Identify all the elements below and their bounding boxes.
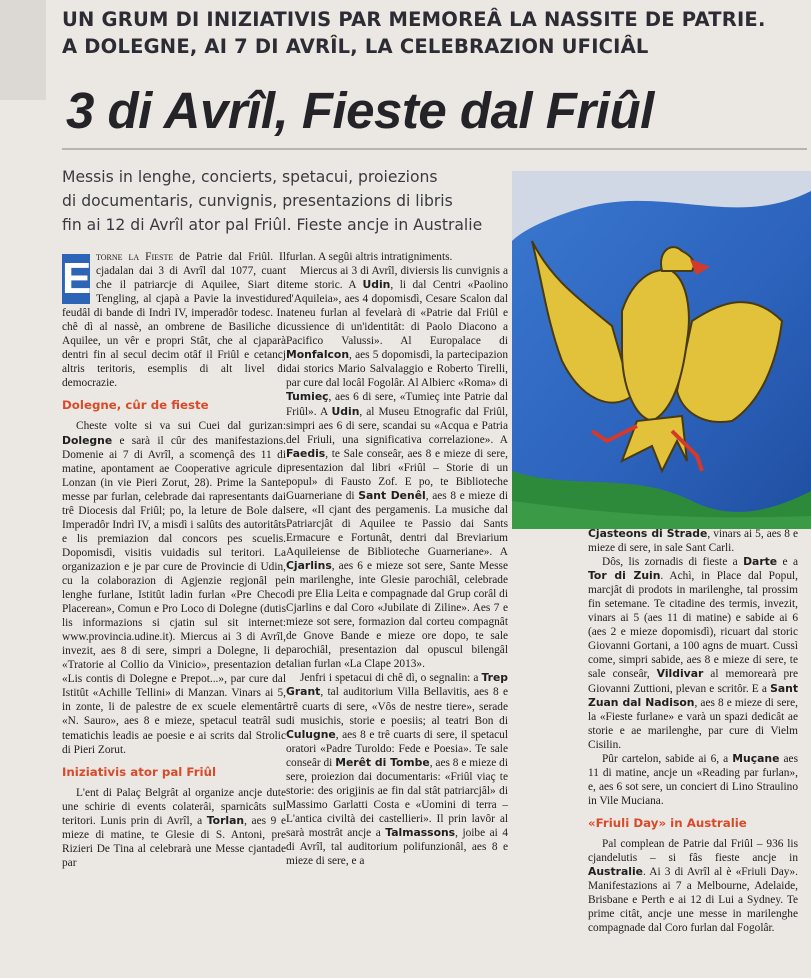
deck-line-1: Messis in lenghe, concierts, spetacui, proiezions xyxy=(62,168,438,186)
place-mucane: Muçane xyxy=(732,751,780,765)
text: , li dal Centri «Paolino d'Aquileia», aes 4 dopomisdì, Cesare Scalon dal ateneu furlan al fevelarà di «Patrie dal Friûl e cussience di un'identitât: di Paolo Diacono a Pacifico Valussi». Al Europalace di xyxy=(286,279,509,348)
place-tor-di-zuin: Tor di Zuin xyxy=(588,569,661,583)
kicker-line-1: UN GRUM DI INIZIATIVIS PAR MEMOREÂ LA NASSITE DE PATRIE. xyxy=(62,8,766,31)
text: , aes 8 e mieze di sere, proiezion dai documentaris: «Friûl viaç te storie: des origjinis ae fin dal stât patriarcjâl» di Massimo Garlatti Costa e «Uomini di terra – L'antica civiltà dei castellieri». Il prin lavôr al sarà mostrât ancje a xyxy=(286,756,508,839)
drop-cap: E xyxy=(62,254,92,303)
text: aes 11 di matine, ancje un «Reading par furlan», e, aes 6 sot sere, un conciert di Lino Straulino in Vile Muciana. xyxy=(588,752,798,807)
intro-paragraph xyxy=(62,250,286,390)
place-meret-di-tombe: Merêt di Tombe xyxy=(335,755,430,769)
place-australie: Australie xyxy=(588,865,643,879)
place-cjarlins: Cjarlins xyxy=(286,559,332,573)
place-sant-denel: Sant Denêl xyxy=(358,488,426,502)
text: , aes 8 e mieze di sere, «Il cjant des pergamenis. La musiche dal Patriarcjât di Aquilee te Passio dai Sants Ermacure e Fortunât, dentri dal Breviarium Aquileiense de Biblioteche Guarneriane». A xyxy=(286,489,508,558)
text: e sarà il cûr des manifestazions. Domenie ai 7 di Avrîl, a scomençâ des 11 di matine, apontament ae Cooperative agricule di Lonzan (in vie Pieri Zorut, 28). Prime la Sante messe par furlan, celebrade dai rapresentants dai trê Diocesis dal Friûl; po, la leture de Bole dal Imperadôr Indrì IV, a misdì i salûts des autoritâts e lis premiazion dal concors pes scuelis. Dopomisdì, visitis vuidadis sul teritori. La organizazion e je par cure de Provincie di Udin, cu la colaborazion di Agjenzie regjonâl pe lenghe furlane, Istitût ladin furlan «Pre Checo Placerean», Comun e Pro Loco di Dolegne (dutis lis informazions si cjatin sul sit internet: www.provincia.udine.it). Miercus ai 3 di Avrîl, invezit, aes 8 di sere, simpri a Dolegne, li de «Tratorie al Collio da Vinicio», presentazion de «Lis contis di Dolegne e Prepot...», par cure dal Istitût «Achille Tellini» di Manzan. Vinars ai 5, in zonte, li de palestre de ex scuele elementâr «N. Sauro», aes 8 e mieze, spetacul teatrâl su tematichis leadis ae poesie e ai scrits dal Strolic di Pieri Zorut. xyxy=(62,434,286,756)
paragraph-dolegne xyxy=(62,419,286,756)
place-trep-grant: Trep Grant xyxy=(286,671,508,699)
page-margin xyxy=(0,0,46,100)
text: Dôs, lis zornadis di fieste a xyxy=(602,556,744,569)
text: , vinars ai 5, aes 8 e mieze di sere, in sale Sant Carli. xyxy=(588,528,798,555)
text: , aes 8 e trê cuarts di sere, il spetacul oratori «Padre Turoldo: Fede e Poesia». Te sale conseâr di xyxy=(286,728,508,769)
place-talmassons: Talmassons xyxy=(385,825,456,839)
text: al memorearà pre Giovanni Zuttioni, plevan e scritôr. E a xyxy=(588,668,798,695)
subhead-dolegne: Dolegne, cûr de fieste xyxy=(62,398,209,413)
text: , aes 5 dopomisdì, la partecipazion dai storics Mario Salvalaggio e Roberto Tirelli, par cure dal locâl Fogolâr. Al Albierc «Roma» di xyxy=(286,349,508,390)
place-faedis: Faedis xyxy=(286,446,326,460)
text: L'ent di Palaç Belgrât al organize ancje dute une schirie di events colaterâi, sparnicâts sul teritori. Lunis prin di Avrîl, a xyxy=(62,786,286,827)
text: , tal auditorium Villa Bellavitis, aes 8 e trê cuarts di sere, «Vôs de nestre tiere», serade di musichis, storie e poesiis; al teatri Bon di xyxy=(286,686,508,727)
place-monfalcon: Monfalcon xyxy=(286,348,350,362)
place-cjasteons: Cjasteons di Strade xyxy=(588,527,708,540)
subhead-iniziativis: Iniziativis ator pal Friûl xyxy=(62,764,217,779)
friuli-flag-photo xyxy=(512,171,811,529)
paragraph-darte xyxy=(588,555,798,752)
headline-rule xyxy=(62,148,807,150)
paragraph-mucane xyxy=(588,752,798,808)
place-udin: Udin xyxy=(362,278,391,292)
deck-line-3: fin ai 12 di Avrîl ator pal Friûl. Fieste ancje in Australie xyxy=(62,216,483,234)
subhead-australie: «Friuli Day» in Australie xyxy=(588,815,747,830)
article-column-2 xyxy=(286,250,508,868)
text: . Ai 3 di Avrîl al è «Friuli Day». Manifestazions ai 7 a Melbourne, Adelaide, Brisbane e Perth e ai 12 di Lui a Sydney. Te prime citât, ancje une messe in marilenghe compagnade dal Coro furlan dal Fogolâr. xyxy=(588,866,798,935)
deck-line-2: di documentaris, cunvignis, presentazions di libris xyxy=(62,192,453,210)
text: , aes 8 e mieze di sere, la «Fieste furlane» e varà un spazi dedicât ae storie e ae marilenghe, par cure di Vielm Cisilin. xyxy=(588,696,798,751)
place-udin: Udin xyxy=(331,404,360,418)
eagle-flag-image xyxy=(512,171,811,529)
intro-text: de Patrie dal Friûl. Il cjadalan dai 3 di Avrîl dal 1077, cuant che il patriarcje di Aquilee, Siart di Tengling, al cjapà a Pavie la investidure feudâl di bande di Indrì IV, imperadôr todesc. In chê dì al nassè, an ombrene de Basiliche di Aquilee, un vêr e propri Stât, che al cjaparà dentri fin al secul decim otâf il Friûl e cetancj altris teritoris, esemplis di alt livel di democrazie. xyxy=(62,251,286,390)
text: Pûr cartelon, sabide ai 6, a xyxy=(602,752,733,765)
paragraph-australie xyxy=(588,837,798,935)
text: Miercus ai 3 di Avrîl, diviersis lis cunvignis a teme storic. A xyxy=(286,265,508,292)
text: , te Sale conseâr, aes 8 e mieze di sere, presentazion dal libri «Friûl – Storie di un popul» di Fausto Zof. E po, te Biblioteche Guarneriane di xyxy=(286,447,508,502)
kicker-line-2: A DOLEGNE, AI 7 DI AVRÎL, LA CELEBRAZION UFICIÂL xyxy=(62,35,649,58)
headline: 3 di Avrîl, Fieste dal Friûl xyxy=(66,82,654,139)
place-dolegne: Dolegne xyxy=(62,433,113,447)
text: Pal complean de Patrie dal Friûl – 936 lis cjandelutis – si fâs fieste ancje in xyxy=(588,837,798,864)
paragraph-cjasteons xyxy=(588,527,798,555)
deck xyxy=(62,165,512,237)
text: Jenfri i spetacui di chê dì, o segnalin: a xyxy=(300,672,482,685)
paragraph-spetacui xyxy=(286,671,508,868)
kicker xyxy=(62,6,807,60)
place-tumiec: Tumieç xyxy=(286,390,329,404)
text: Cheste volte si va sui Cuei dal gurizan: xyxy=(76,420,286,433)
text: , al Museu Etnografic dal Friûl, simpri aes 6 di sere, scandai su «Acqua e Patria del Friuli, una significativa correlazione». A xyxy=(286,405,508,446)
text: , aes 6 e mieze sot sere, Sante Messe in marilenghe, inte Glesie parochiâl, celebrade di pre Elia Leita e compagnade dal Grup corâl di Cjarlins e dal Coro «Jubilate di Ziline». Aes 7 e mieze sot sere, formazion dal corteu compagnât de Gnove Bande e mieze ore dopo, te sale parochiâl, presentazion dal opuscul bilengâl talian furlan «La Clape 2013». xyxy=(286,560,508,671)
place-darte: Darte xyxy=(743,555,778,569)
intro-smallcaps: torne la Fieste xyxy=(96,251,174,263)
place-sant-zuan: Sant Zuan dal Nadison xyxy=(588,681,798,709)
article-column-3 xyxy=(588,527,798,935)
text: . Achì, in Place dal Popul, marcjât di prodots in marilenghe, tal prossim fin setemane. Te citadine des termis, invezit, vinars ai 5 (aes 11 di matine) e sabide ai 6 (aes 2 e mieze dopomisdì), ricuart dal storic Giovanni Gortani, a 100 agns de muart. Cussì come, simpri sabide, aes 8 e mieze di sere, te sale conseâr, xyxy=(588,570,798,681)
text: , aes 6 di sere, «Tumieç inte Patrie dal Friûl». A xyxy=(286,391,508,418)
text: , aes 9 e mieze di matine, te Glesie di S. Antoni, pre Rizieri De Tina al celebrarà une Messe cjantade par xyxy=(62,814,286,869)
place-culugne: Culugne xyxy=(286,727,336,741)
paragraph-cunvignis xyxy=(286,264,508,671)
place-vildivar: Vildivar xyxy=(656,667,704,681)
paragraph-continuation: furlan. A segûi altris intratigniments. xyxy=(286,251,453,263)
text: e a xyxy=(777,556,799,569)
paragraph-iniziativis xyxy=(62,786,286,870)
article-column-1 xyxy=(62,250,286,870)
place-torlan: Torlan xyxy=(206,813,245,827)
text: , joibe ai 4 di Avrîl, tal auditorium polifunzionâl, aes 8 e mieze di sere, e a xyxy=(286,826,508,868)
